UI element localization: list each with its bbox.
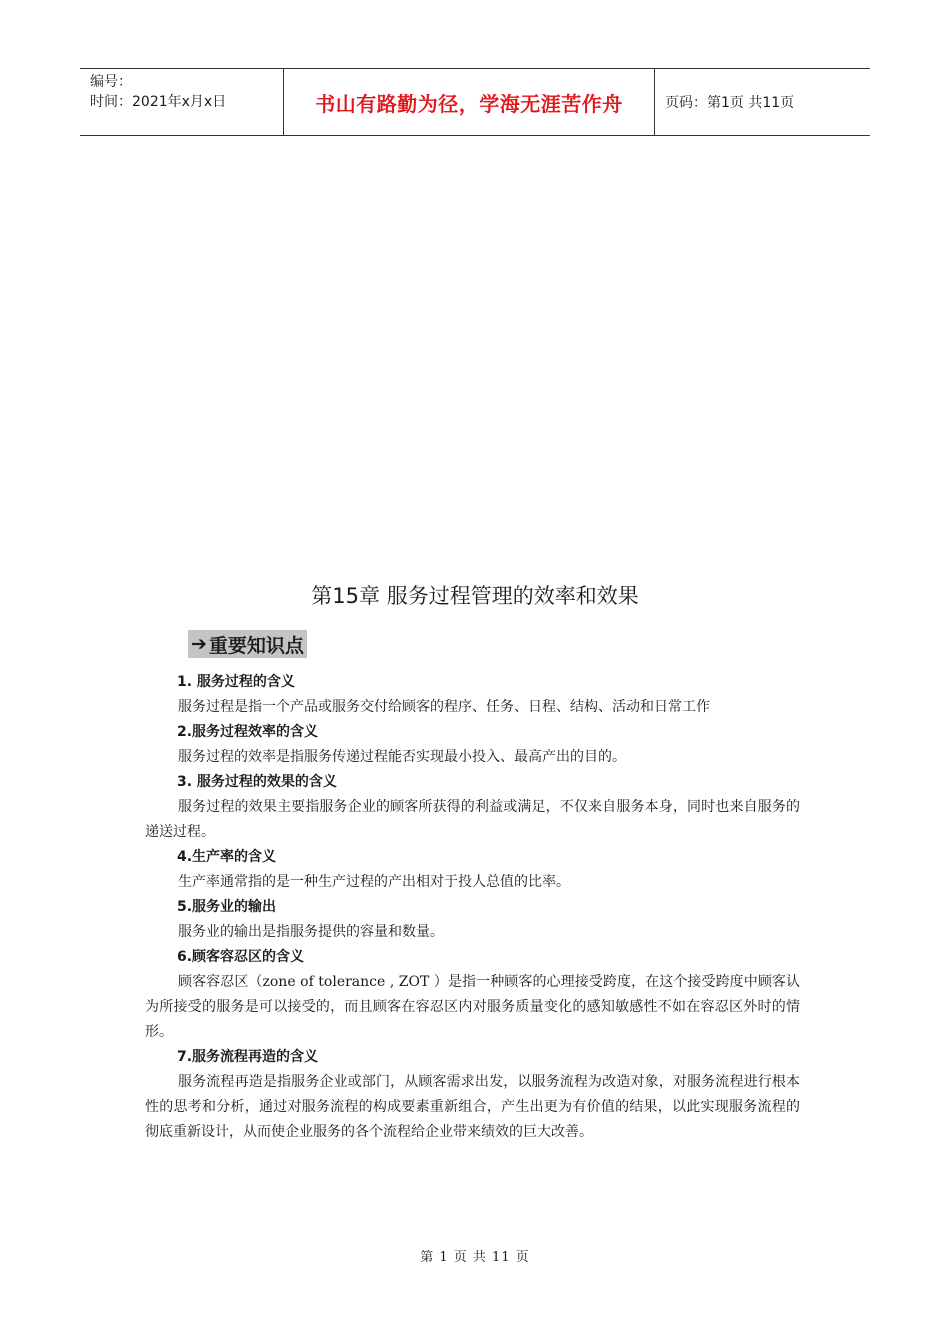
knowledge-points (145, 670, 800, 1145)
list-item (145, 845, 800, 895)
item-text: 顾客容忍区（zone of tolerance , ZOT ）是指一种顾客的心理接受跨度，在这个接受跨度中顾客认为所接受的服务是可以接受的，而且顾客在容忍区内对服务质量变化的感知敏感性不如在容忍区外时的情形。 (145, 974, 800, 1040)
item-title: 2.服务过程效率的含义 (177, 724, 319, 740)
list-item (145, 670, 800, 720)
document-number-label: 编号： (90, 74, 132, 90)
list-item (145, 770, 800, 845)
header-page-info: 页码：第1页 共11页 (665, 95, 795, 111)
section-title: 重要知识点 (208, 634, 304, 657)
item-title: 1. 服务过程的含义 (177, 674, 295, 690)
item-text: 服务流程再造是指服务企业或部门，从顾客需求出发，以服务流程为改造对象，对服务流程进行根本性的思考和分析，通过对服务流程的构成要素重新组合，产生出更为有价值的结果，以此实现服务流程的彻底重新设计，从而使企业服务的各个流程给企业带来绩效的巨大改善。 (145, 1074, 800, 1140)
section-heading (188, 630, 307, 658)
item-title: 4.生产率的含义 (177, 849, 277, 865)
list-item (145, 720, 800, 770)
item-text: 服务业的输出是指服务提供的容量和数量。 (178, 924, 444, 940)
item-text: 服务过程的效率是指服务传递过程能否实现最小投入、最高产出的目的。 (178, 749, 626, 765)
item-text: 服务过程是指一个产品或服务交付给顾客的程序、任务、日程、结构、活动和日常工作 (178, 699, 710, 715)
item-text: 服务过程的效果主要指服务企业的顾客所获得的利益或满足，不仅来自服务本身，同时也来自服务的递送过程。 (145, 799, 800, 840)
list-item (145, 895, 800, 945)
right-arrow-icon: ➔ (191, 633, 207, 655)
item-title: 6.顾客容忍区的含义 (177, 949, 305, 965)
item-title: 5.服务业的输出 (177, 899, 277, 915)
item-title: 3. 服务过程的效果的含义 (177, 774, 337, 790)
document-date: 时间：2021年x月x日 (90, 94, 227, 110)
header-motto: 书山有路勤为径，学海无涯苦作舟 (283, 69, 655, 135)
item-text: 生产率通常指的是一种生产过程的产出相对于投人总值的比率。 (178, 874, 570, 890)
item-title: 7.服务流程再造的含义 (177, 1049, 319, 1065)
chapter-title: 第15章 服务过程管理的效率和效果 (311, 584, 639, 608)
list-item (145, 945, 800, 1045)
list-item (145, 1045, 800, 1145)
page-header (80, 68, 870, 136)
page-footer: 第 1 页 共 11 页 (420, 1250, 530, 1265)
header-meta (80, 69, 283, 135)
